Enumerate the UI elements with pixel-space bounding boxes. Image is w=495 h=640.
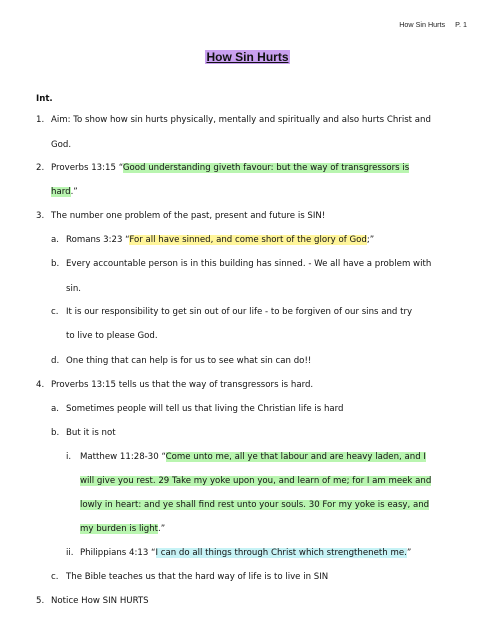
- item-number: 4.: [36, 380, 45, 390]
- item-number: b.: [51, 428, 60, 438]
- document-title-text: How Sin Hurts: [206, 50, 289, 64]
- list-item-1-continued: God.: [51, 140, 72, 150]
- item-number: i.: [66, 452, 72, 462]
- item-text: But it is not: [66, 428, 116, 438]
- list-item-2-continued: [51, 186, 78, 198]
- page-header: [399, 20, 467, 29]
- sub-item-4b-i-line3: [80, 499, 429, 511]
- item-number: a.: [51, 235, 59, 245]
- item-number: ii.: [66, 548, 74, 558]
- sub-item-3b-continued: sin.: [66, 284, 82, 294]
- item-text: One thing that can help is for us to see what sin can do!!: [66, 356, 312, 366]
- scripture-reference: Philippians 4:13 “: [80, 548, 156, 558]
- quote-tail: ”: [406, 548, 412, 558]
- document-title: [0, 50, 495, 64]
- item-text: Sometimes people will tell us that living the Christian life is hard: [66, 404, 344, 414]
- highlighted-quote: For all have sinned, and come short of the glory of God: [129, 235, 367, 245]
- item-text: The number one problem of the past, present and future is SIN!: [51, 211, 326, 221]
- item-text: Every accountable person is in this building has sinned. - We all have a problem with: [66, 259, 432, 269]
- item-number: 2.: [36, 163, 45, 173]
- item-text: Proverbs 13:15 tells us that the way of transgressors is hard.: [51, 380, 314, 390]
- sub-item-3c-continued: to live to please God.: [66, 331, 158, 341]
- item-number: 3.: [36, 211, 45, 221]
- highlighted-quote: lowly in heart: and ye shall find rest unto your souls. 30 For my yoke is easy, and: [80, 500, 430, 510]
- item-number: 1.: [36, 115, 45, 125]
- item-number: b.: [51, 259, 60, 269]
- sub-item-4b-i-line4: [80, 523, 165, 535]
- sub-item-4b-i-line2: [80, 475, 431, 487]
- item-text: Aim: To show how sin hurts physically, mentally and spiritually and also hurts Christ and: [51, 115, 431, 125]
- highlighted-quote: Come unto me, all ye that labour and are heavy laden, and I: [165, 452, 426, 462]
- quote-tail: ;”: [366, 235, 375, 245]
- highlighted-quote: will give you rest. 29 Take my yoke upon you, and learn of me; for I am meek and: [80, 476, 432, 486]
- item-number: 5.: [36, 596, 45, 606]
- highlighted-quote: I can do all things through Christ which strengtheneth me.: [155, 548, 407, 558]
- quote-tail: .”: [158, 524, 166, 534]
- item-number: d.: [51, 356, 60, 366]
- header-page-number: P. 1: [455, 20, 467, 29]
- item-number: c.: [51, 307, 59, 317]
- scripture-reference: Romans 3:23 “: [66, 235, 130, 245]
- item-text: It is our responsibility to get sin out of our life - to be forgiven of our sins and try: [66, 307, 413, 317]
- highlighted-quote: my burden is light: [80, 524, 159, 534]
- item-number: a.: [51, 404, 59, 414]
- intro-label: Int.: [36, 94, 53, 104]
- item-number: c.: [51, 572, 59, 582]
- quote-tail: .”: [70, 187, 78, 197]
- header-title: How Sin Hurts: [399, 20, 446, 29]
- highlighted-quote: hard: [51, 187, 71, 197]
- item-text: Notice How SIN HURTS: [51, 596, 149, 606]
- scripture-reference: Proverbs 13:15 “: [51, 163, 123, 173]
- highlighted-quote: Good understanding giveth favour: but the way of transgressors is: [122, 163, 410, 173]
- item-text: The Bible teaches us that the hard way of life is to live in SIN: [66, 572, 329, 582]
- scripture-reference: Matthew 11:28-30 “: [80, 452, 166, 462]
